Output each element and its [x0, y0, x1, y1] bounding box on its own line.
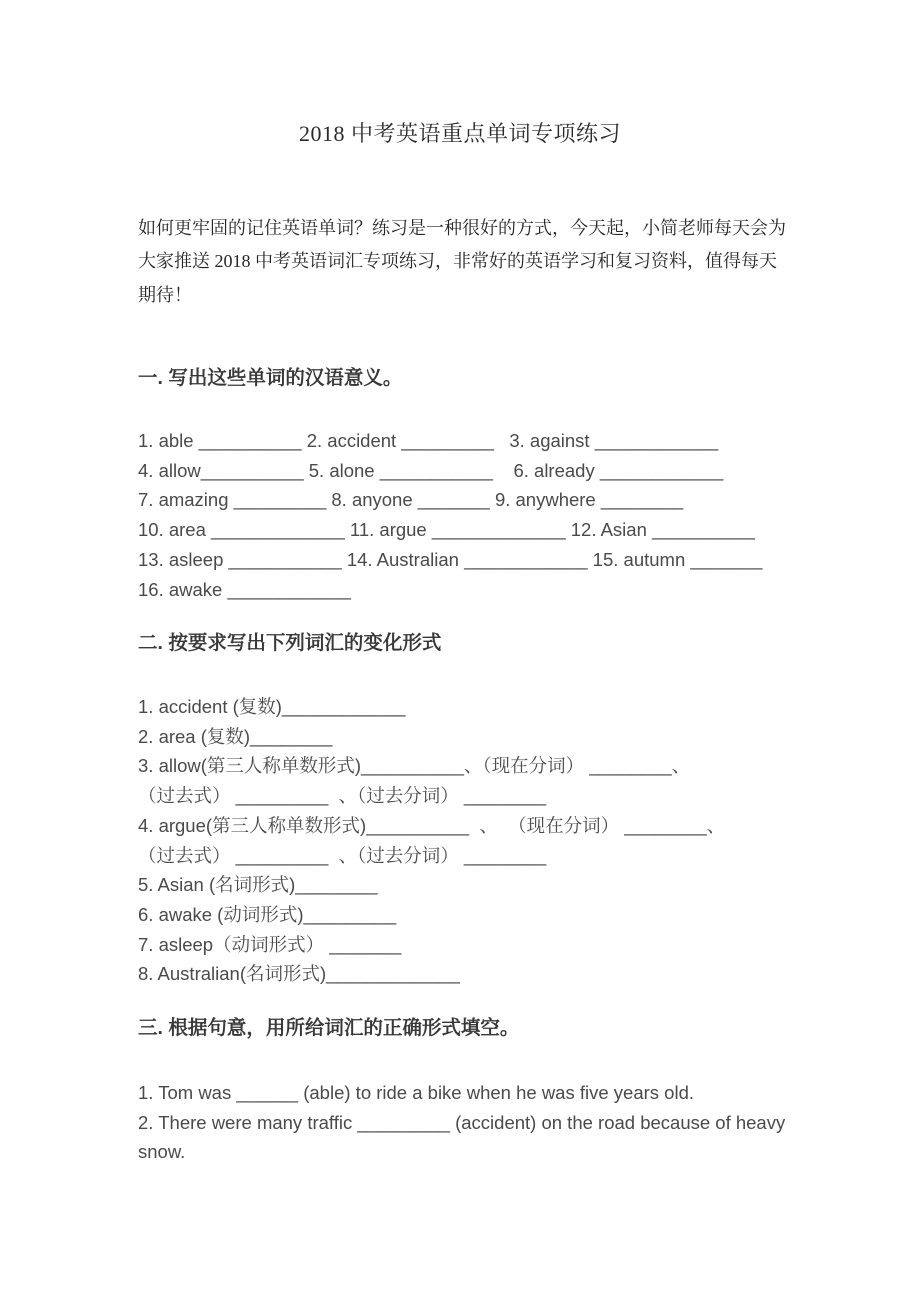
- intro-line: 如何更牢固的记住英语单词？练习是一种很好的方式，今天起，小简老师每天会为: [138, 218, 786, 238]
- worksheet-line: 6. awake (动词形式)_________: [138, 903, 397, 925]
- intro-paragraph: [138, 212, 818, 312]
- worksheet-line: 7. amazing _________ 8. anyone _______ 9. anywhere ________: [138, 489, 684, 511]
- section-3-heading: 三. 根据句意，用所给词汇的正确形式填空。: [138, 1017, 520, 1039]
- worksheet-line: 2. area (复数)________: [138, 725, 333, 747]
- worksheet-line: （过去式） _________ 、（过去分词） ________: [138, 844, 547, 866]
- worksheet-line: snow.: [138, 1141, 186, 1163]
- worksheet-line: 1. able __________ 2. accident _________ 3. against ____________: [138, 430, 719, 451]
- worksheet-line: （过去式） _________ 、（过去分词） ________: [138, 785, 547, 807]
- section-2-list: [138, 692, 898, 989]
- worksheet-line: 1. Tom was ______ (able) to ride a bike when he was five years old.: [138, 1082, 694, 1103]
- intro-line: 大家推送 2018 中考英语词汇专项练习，非常好的英语学习和复习资料，值得每天: [138, 251, 777, 272]
- worksheet-line: 1. accident (复数)____________: [138, 696, 406, 717]
- worksheet-line: 2. There were many traffic _________ (accident) on the road because of heavy: [138, 1111, 786, 1133]
- section-2-heading: 二. 按要求写出下列词汇的变化形式: [138, 632, 442, 654]
- worksheet-line: 16. awake ____________: [138, 578, 351, 600]
- intro-line: 期待！: [138, 284, 192, 305]
- worksheet-line: 4. allow__________ 5. alone ___________ 6. already ____________: [138, 459, 724, 481]
- section-1-list: [138, 426, 898, 604]
- worksheet-line: 7. asleep（动词形式） _______: [138, 933, 402, 955]
- section-3-list: [138, 1078, 898, 1167]
- worksheet-line: 5. Asian (名词形式)________: [138, 874, 378, 896]
- worksheet-line: 4. argue(第三人称单数形式)__________ 、 （现在分词） ________、: [138, 814, 726, 836]
- worksheet-line: 10. area _____________ 11. argue _____________ 12. Asian __________: [138, 519, 755, 541]
- worksheet-line: 13. asleep ___________ 14. Australian ____________ 15. autumn _______: [138, 548, 763, 570]
- worksheet-line: 8. Australian(名词形式)_____________: [138, 963, 460, 985]
- worksheet-line: 3. allow(第三人称单数形式)__________、（现在分词） ________、: [138, 755, 691, 777]
- document-title: 2018 中考英语重点单词专项练习: [298, 121, 621, 146]
- section-1-heading: 一. 写出这些单词的汉语意义。: [138, 367, 403, 389]
